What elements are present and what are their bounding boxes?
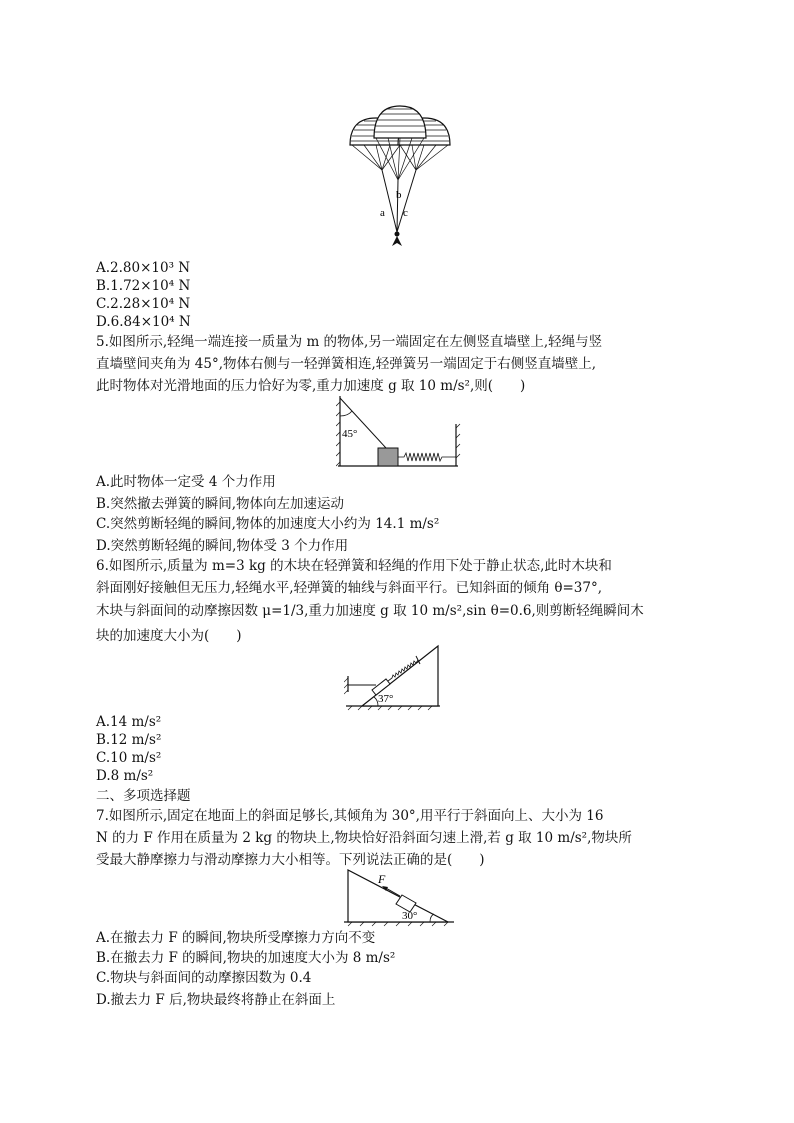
q5-option-c: C.突然剪断轻绳的瞬间,物体的加速度大小约为 14.1 m/s² — [96, 516, 440, 532]
parachute-figure — [340, 100, 460, 250]
q5-option-a: A.此时物体一定受 4 个力作用 — [96, 474, 276, 490]
q7-stem-line-3: 受最大静摩擦力与滑动摩擦力大小相等。下列说法正确的是( ) — [96, 852, 485, 868]
q7-option-b: B.在撤去力 F 的瞬间,物块的加速度大小为 8 m/s² — [96, 950, 396, 966]
q5-stem-line-2: 直墙壁间夹角为 45°,物体右侧与一轻弹簧相连,轻弹簧另一端固定于右侧竖直墙壁上, — [96, 356, 597, 372]
q4-option-b: B.1.72×10⁴ N — [96, 278, 191, 294]
q5-option-b: B.突然撤去弹簧的瞬间,物体向左加速运动 — [96, 496, 345, 512]
q5-angle-label: 45° — [342, 428, 358, 440]
q6-option-b: B.12 m/s² — [96, 732, 162, 748]
q6-option-d: D.8 m/s² — [96, 768, 154, 784]
q6-figure — [344, 642, 444, 712]
q5-stem-line-1: 5.如图所示,轻绳一端连接一质量为 m 的物体,另一端固定在左侧竖直墙壁上,轻绳与竖 — [96, 334, 603, 350]
q4-option-d: D.6.84×10⁴ N — [96, 314, 191, 330]
q6-stem-line-2: 斜面刚好接触但无压力,轻绳水平,轻弹簧的轴线与斜面平行。已知斜面的倾角 θ=37°, — [96, 580, 603, 596]
q7-stem-line-1: 7.如图所示,固定在地面上的斜面足够长,其倾角为 30°,用平行于斜面向上、大小为 16 — [96, 808, 604, 824]
q6-stem-line-1: 6.如图所示,质量为 m=3 kg 的木块在轻弹簧和轻绳的作用下处于静止状态,此时木块和 — [96, 558, 612, 574]
q7-option-d: D.撤去力 F 后,物块最终将静止在斜面上 — [96, 992, 336, 1008]
label-c: c — [403, 207, 408, 219]
label-a: a — [380, 207, 385, 219]
q6-option-a: A.14 m/s² — [96, 714, 162, 730]
q5-figure — [336, 394, 464, 472]
section-title: 二、多项选择题 — [96, 788, 191, 804]
q7-option-c: C.物块与斜面间的动摩擦因数为 0.4 — [96, 970, 312, 986]
q6-option-c: C.10 m/s² — [96, 750, 162, 766]
q5-option-d: D.突然剪断轻绳的瞬间,物体受 3 个力作用 — [96, 538, 349, 554]
q6-angle-label: 37° — [378, 693, 394, 705]
q6-stem-line-4: 块的加速度大小为( ) — [96, 628, 242, 644]
q6-stem-line-3: 木块与斜面间的动摩擦因数 μ=1/3,重力加速度 g 取 10 m/s²,sin θ=0.6,则剪断轻绳瞬间木 — [96, 603, 644, 619]
q7-angle-label: 30° — [402, 910, 418, 922]
q4-option-c: C.2.28×10⁴ N — [96, 296, 191, 312]
label-b: b — [396, 189, 402, 201]
q7-figure — [342, 866, 458, 928]
q4-option-a: A.2.80×10³ N — [96, 260, 191, 276]
q7-option-a: A.在撤去力 F 的瞬间,物块所受摩擦力方向不变 — [96, 930, 376, 946]
q7-force-label: F — [378, 872, 386, 886]
q5-stem-line-3: 此时物体对光滑地面的压力恰好为零,重力加速度 g 取 10 m/s²,则( ) — [96, 378, 526, 394]
q7-stem-line-2: N 的力 F 作用在质量为 2 kg 的物块上,物块恰好沿斜面匀速上滑,若 g 取 10 m/s²,物块所 — [96, 830, 632, 846]
